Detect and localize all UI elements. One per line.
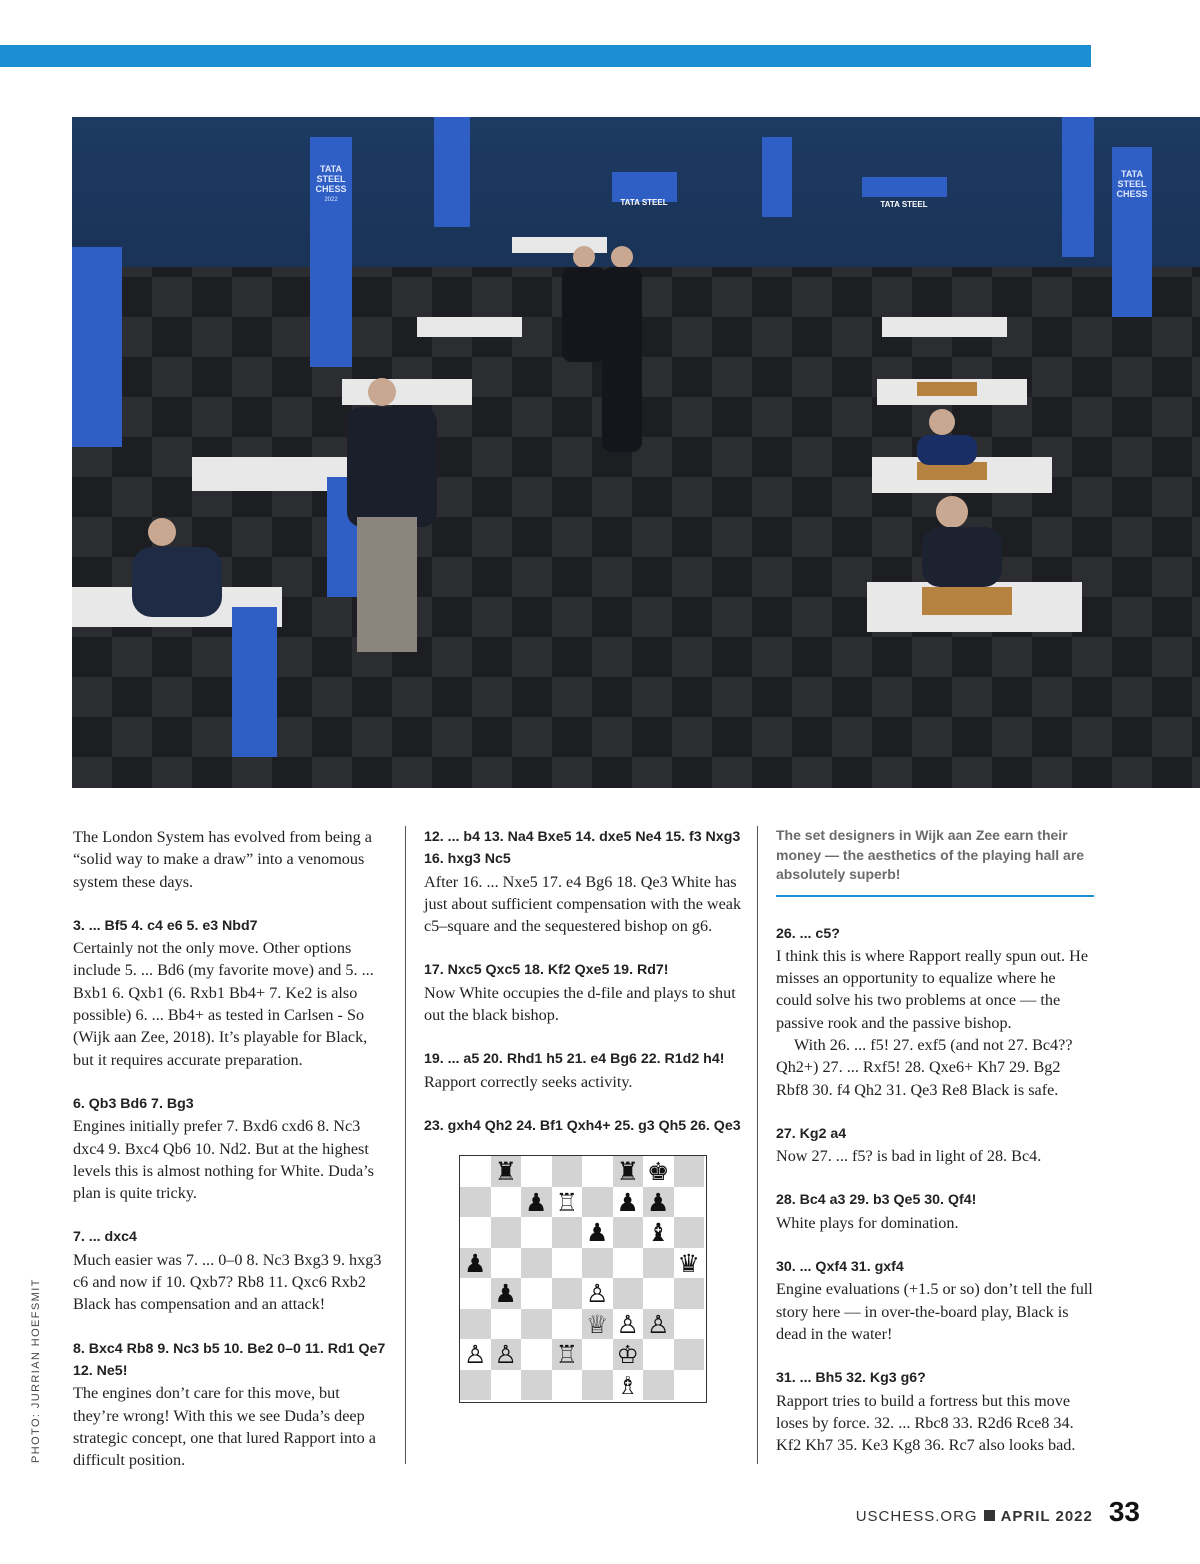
commentary-paragraph: With 26. ... f5! 27. exf5 (and not 27. Bc4?? Qh2+) 27. ... Rxf5! 28. Qxe6+ Kh7 29. Bg2 Rbf8 30. f4 Qh2 31. Qe3 Re8 Black is safe. <box>776 1035 1073 1099</box>
chess-piece-square: ♔ <box>613 1339 644 1370</box>
board-square <box>552 1217 583 1248</box>
commentary-paragraph: Rapport tries to build a fortress but this move loses by force. 32. ... Rbc8 33. R2d6 Rce8 34. Kf2 Kh7 35. Ke3 Kg8 36. Rc7 also looks bad. <box>776 1391 1076 1455</box>
board-square <box>460 1156 491 1187</box>
chess-piece-square: ♟ <box>613 1187 644 1218</box>
board-square <box>674 1156 705 1187</box>
board-square <box>521 1217 552 1248</box>
move-heading: 27. Kg2 a4 <box>776 1125 847 1142</box>
board-square <box>643 1248 674 1279</box>
banner-text-right-1: TATA <box>1121 169 1143 179</box>
board-square <box>643 1278 674 1309</box>
board-square <box>460 1370 491 1401</box>
chess-piece-square: ♟ <box>582 1217 613 1248</box>
move-heading: 31. ... Bh5 32. Kg3 g6? <box>776 1370 926 1387</box>
board-square <box>552 1156 583 1187</box>
commentary-paragraph: Certainly not the only move. Other options include 5. ... Bd6 (my favorite move) and 5. ... Bxb1 6. Qxb1 (6. Rxb1 Bb4+ 7. Ke2 is also possible) 6. ... Bb4+ as tested in Carlsen - So (Wijk aan Zee, 2018). It’s playable for Black, but it requires accurate preparation. <box>73 939 374 1069</box>
commentary-paragraph: Much easier was 7. ... 0–0 8. Nc3 Bxg3 9. hxg3 c6 and now if 10. Qxb7? Rb8 11. Qxc6 Rxb2 Black has compensation and an attack! <box>73 1250 382 1314</box>
chessboard-grid <box>460 1156 706 1400</box>
board-square <box>613 1217 644 1248</box>
article-column-3 <box>776 826 1094 1456</box>
chess-piece-square: ♗ <box>613 1370 644 1401</box>
move-heading: 7. ... dxc4 <box>73 1229 137 1246</box>
table-brand-right: TATA STEEL <box>880 200 928 209</box>
footer-site: USCHESS.ORG <box>855 1508 978 1525</box>
commentary-paragraph: Engine evaluations (+1.5 or so) don’t tell the full story here — in over-the-board play, Black is dead in the water! <box>776 1280 1093 1343</box>
header-accent-bar <box>0 45 1091 67</box>
paragraph-gap <box>424 1093 742 1115</box>
board-square <box>460 1217 491 1248</box>
board-square <box>674 1278 705 1309</box>
chess-piece-square: ♝ <box>643 1217 674 1248</box>
commentary-paragraph: Now White occupies the d-file and plays to shut out the black bishop. <box>424 983 736 1025</box>
paragraph-gap <box>73 893 389 915</box>
commentary-paragraph: Rapport correctly seeks activity. <box>424 1072 633 1091</box>
chess-piece-square: ♟ <box>643 1187 674 1218</box>
board-square <box>552 1278 583 1309</box>
move-heading: 6. Qb3 Bd6 7. Bg3 <box>73 1095 194 1112</box>
banner-text-2: STEEL <box>316 174 346 184</box>
paragraph-gap <box>776 1234 1094 1256</box>
move-heading: 28. Bc4 a3 29. b3 Qe5 30. Qf4! <box>776 1192 977 1209</box>
board-square <box>582 1187 613 1218</box>
move-heading: 23. gxh4 Qh2 24. Bf1 Qxh4+ 25. g3 Qh5 26. Qe3 <box>424 1117 741 1134</box>
paragraph-gap <box>776 1345 1094 1367</box>
board-square <box>521 1156 552 1187</box>
board-square <box>460 1278 491 1309</box>
banner-text-1: TATA <box>320 164 342 174</box>
paragraph-gap <box>776 1167 1094 1189</box>
column-divider-1 <box>405 826 406 1464</box>
board-square <box>643 1339 674 1370</box>
paragraph-gap <box>776 1101 1094 1123</box>
banner-text-3: CHESS <box>315 184 347 194</box>
chess-piece-square: ♜ <box>613 1156 644 1187</box>
page-number: 33 <box>1108 1496 1140 1527</box>
paragraph-gap <box>424 1026 742 1048</box>
board-square <box>552 1370 583 1401</box>
table-brand-center: TATA STEEL <box>620 198 668 207</box>
board-square <box>674 1187 705 1218</box>
board-square <box>491 1217 522 1248</box>
board-square <box>582 1370 613 1401</box>
board-square <box>674 1217 705 1248</box>
banner-text-right-2: STEEL <box>1117 179 1147 189</box>
board-square <box>582 1156 613 1187</box>
board-square <box>460 1187 491 1218</box>
chess-piece-square: ♙ <box>613 1309 644 1340</box>
board-square <box>521 1339 552 1370</box>
chess-diagram <box>459 1155 707 1403</box>
paragraph-gap <box>73 1071 389 1093</box>
photo-credit: PHOTO: JURRIAN HOEFSMIT <box>30 1278 42 1463</box>
board-square <box>521 1278 552 1309</box>
board-square <box>643 1370 674 1401</box>
board-square <box>521 1370 552 1401</box>
move-heading: 8. Bxc4 Rb8 9. Nc3 b5 10. Be2 0–0 11. Rd1 Qe7 12. Ne5! <box>73 1340 386 1379</box>
footer-square-separator <box>984 1510 995 1521</box>
commentary-paragraph: The engines don’t care for this move, but they’re wrong! With this we see Duda’s deep strategic concept, one that lured Rapport into a difficult position. <box>73 1384 376 1470</box>
board-square <box>674 1309 705 1340</box>
board-square <box>491 1248 522 1279</box>
article-column-2 <box>424 826 742 1403</box>
chess-piece-square: ♙ <box>582 1278 613 1309</box>
board-square <box>521 1248 552 1279</box>
move-heading: 26. ... c5? <box>776 925 840 942</box>
banner-year: 2022 <box>324 197 338 203</box>
chess-piece-square: ♛ <box>674 1248 705 1279</box>
move-heading: 17. Nxc5 Qxc5 18. Kf2 Qxe5 19. Rd7! <box>424 962 669 979</box>
commentary-paragraph: I think this is where Rapport really spun out. He misses an opportunity to equalize where he could solve his two problems at once — the passive rook and the passive bishop. <box>776 946 1089 1032</box>
paragraph-gap <box>73 1316 389 1338</box>
chess-piece-square: ♙ <box>491 1339 522 1370</box>
paragraph-gap <box>424 937 742 959</box>
board-square <box>460 1309 491 1340</box>
board-square <box>674 1370 705 1401</box>
move-heading: 19. ... a5 20. Rhd1 h5 21. e4 Bg6 22. R1d2 h4! <box>424 1051 725 1068</box>
board-square <box>552 1248 583 1279</box>
board-square <box>491 1187 522 1218</box>
article-column-1 <box>73 826 389 1471</box>
page-footer <box>856 1496 1140 1528</box>
chess-piece-square: ♟ <box>521 1187 552 1218</box>
chess-piece-square: ♟ <box>460 1248 491 1279</box>
chess-piece-square: ♙ <box>460 1339 491 1370</box>
photo-caption: The set designers in Wijk aan Zee earn their money — the aesthetics of the playing hall are absolutely superb! <box>776 826 1094 897</box>
move-heading: 12. ... b4 13. Na4 Bxe5 14. dxe5 Ne4 15. f3 Nxg3 16. hxg3 Nc5 <box>424 829 741 868</box>
commentary-paragraph: Engines initially prefer 7. Bxd6 cxd6 8. Nc3 dxc4 9. Bxc4 Qb6 10. Nd2. But at the highest levels this is almost nothing for White. Duda’s plan is quite tricky. <box>73 1117 374 1203</box>
chess-piece-square: ♖ <box>552 1339 583 1370</box>
board-square <box>491 1309 522 1340</box>
chess-piece-square: ♜ <box>491 1156 522 1187</box>
chess-piece-square: ♖ <box>552 1187 583 1218</box>
footer-issue: APRIL 2022 <box>1000 1508 1093 1525</box>
chess-piece-square: ♕ <box>582 1309 613 1340</box>
chess-piece-square: ♚ <box>643 1156 674 1187</box>
board-square <box>521 1309 552 1340</box>
tournament-hall-photo <box>72 117 1200 788</box>
board-square <box>613 1248 644 1279</box>
move-heading: 30. ... Qxf4 31. gxf4 <box>776 1259 904 1276</box>
board-square <box>674 1339 705 1370</box>
move-heading: 3. ... Bf5 4. c4 e6 5. e3 Nbd7 <box>73 917 258 934</box>
board-square <box>491 1370 522 1401</box>
board-square <box>613 1278 644 1309</box>
column-divider-2 <box>757 826 758 1464</box>
board-square <box>552 1309 583 1340</box>
paragraph-gap <box>73 1204 389 1226</box>
commentary-paragraph: White plays for domination. <box>776 1213 959 1232</box>
board-square <box>582 1248 613 1279</box>
board-square <box>582 1339 613 1370</box>
chess-piece-square: ♙ <box>643 1309 674 1340</box>
commentary-paragraph: The London System has evolved from being a “solid way to make a draw” into a venomous system these days. <box>73 828 372 891</box>
banner-text-right-3: CHESS <box>1116 189 1148 199</box>
commentary-paragraph: Now 27. ... f5? is bad in light of 28. Bc4. <box>776 1147 1042 1166</box>
chess-piece-square: ♟ <box>491 1278 522 1309</box>
commentary-paragraph: After 16. ... Nxe5 17. e4 Bg6 18. Qe3 White has just about sufficient compensation with the weak c5–square and the sequestered bishop on g6. <box>424 872 742 936</box>
